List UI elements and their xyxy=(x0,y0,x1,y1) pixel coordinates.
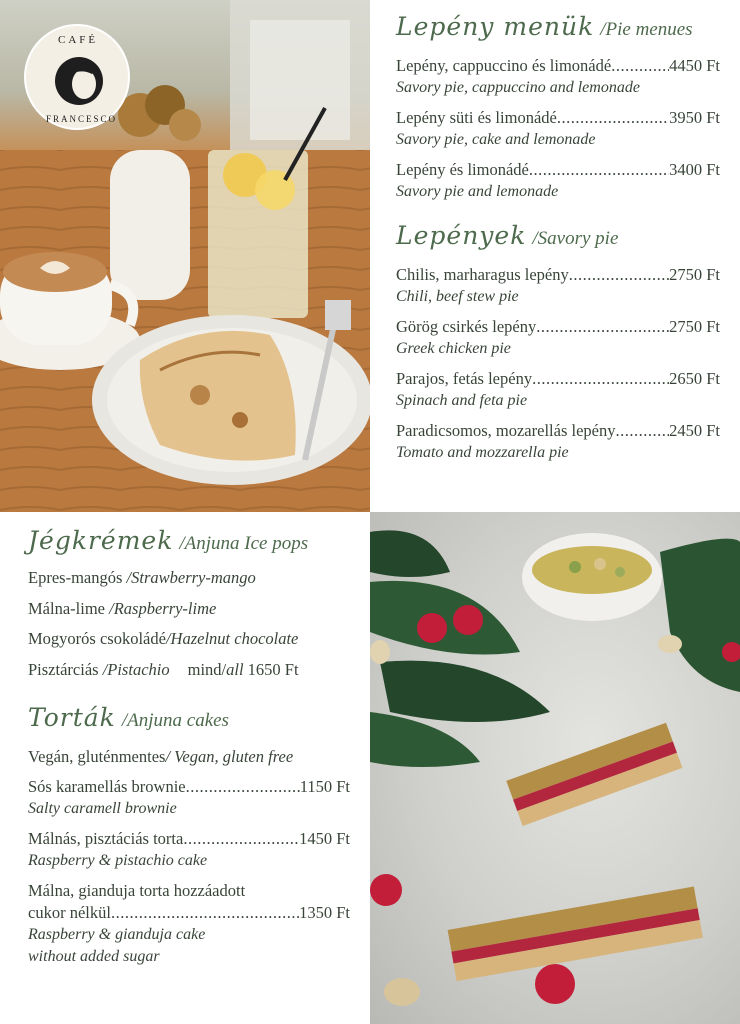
dessert-menu-panel xyxy=(28,526,350,976)
menu-item xyxy=(396,55,720,99)
item-translation: Greek chicken pie xyxy=(396,340,511,357)
item-price: 4450 Ft xyxy=(669,56,720,75)
item-price: 3950 Ft xyxy=(669,108,720,127)
ice-pop-item: Mogyorós csokoládé/Hazelnut chocolate xyxy=(28,629,299,648)
pie-menus-title-hu: Lepény menük xyxy=(396,12,595,41)
item-price: 2750 Ft xyxy=(669,265,720,284)
item-name: Paradicsomos, mozarellás lepény xyxy=(396,421,616,440)
item-name: Lepény és limonádé xyxy=(396,160,529,179)
item-translation: Chili, beef stew pie xyxy=(396,288,519,305)
item-name: cukor nélkül xyxy=(28,903,111,922)
ice-pops-title-en: /Anjuna Ice pops xyxy=(179,533,309,554)
item-translation: without added sugar xyxy=(28,948,160,965)
item-translation: Spinach and feta pie xyxy=(396,392,528,409)
savory-pies-heading xyxy=(396,221,720,250)
menu-item xyxy=(396,316,720,360)
cakes-intro: Vegán, gluténmentes / Vegan, gluten free xyxy=(28,747,294,766)
ice-pops-price: 1650 Ft xyxy=(243,659,299,679)
item-translation: Salty caramell brownie xyxy=(28,800,177,817)
pie-menu-panel xyxy=(396,12,720,472)
ice-pop-item: Epres-mangós /Strawberry-mango xyxy=(28,568,256,587)
item-price: 2650 Ft xyxy=(669,369,720,388)
item-name: Málnás, pisztáciás torta xyxy=(28,829,184,848)
ice-pop-item: Pisztárciás /Pistachio mind/all 1650 Ft xyxy=(28,659,299,679)
cakes-heading xyxy=(28,703,350,732)
item-price: 3400 Ft xyxy=(669,160,720,179)
ice-pops-heading xyxy=(28,526,350,555)
item-price: 2450 Ft xyxy=(669,421,720,440)
cake-photo xyxy=(370,512,740,1024)
item-translation: Savory pie and lemonade xyxy=(396,183,559,200)
menu-item xyxy=(396,368,720,412)
item-translation: Tomato and mozzarella pie xyxy=(396,444,569,461)
savory-pies-title-hu: Lepények xyxy=(396,221,527,250)
item-name: Lepény, cappuccino és limonádé xyxy=(396,56,612,75)
ice-pops-title-hu: Jégkrémek xyxy=(28,526,174,555)
ice-pops-all-label: mind/ xyxy=(187,659,227,679)
item-name: Görög csirkés lepény xyxy=(396,317,537,336)
savory-pies-title-en: /Savory pie xyxy=(532,228,619,249)
pie-menus-heading xyxy=(396,12,720,41)
item-name: Lepény süti és limonádé xyxy=(396,108,557,127)
item-translation: Raspberry & gianduja cake xyxy=(28,926,206,943)
menu-item xyxy=(396,159,720,203)
logo-bottom-word: FRANCESCO xyxy=(46,114,118,124)
item-price: 1450 Ft xyxy=(299,829,350,848)
item-price: 2750 Ft xyxy=(669,317,720,336)
item-name: Chilis, marharagus lepény xyxy=(396,265,569,284)
menu-item xyxy=(396,264,720,308)
menu-item xyxy=(396,420,720,464)
menu-item xyxy=(28,828,350,872)
item-translation: Raspberry & pistachio cake xyxy=(28,852,208,869)
logo-top-word: CAFÉ xyxy=(58,34,99,46)
cakes-title-en: /Anjuna cakes xyxy=(121,710,229,731)
item-translation: Savory pie, cappuccino and lemonade xyxy=(396,79,640,96)
cakes-title-hu: Torták xyxy=(28,703,116,732)
item-name-line1: Málna, gianduja torta hozzáadott xyxy=(28,881,246,900)
menu-item xyxy=(396,107,720,151)
cafe-francesco-logo xyxy=(24,24,130,130)
cake-photo-illustration xyxy=(370,512,740,1024)
item-translation: Savory pie, cake and lemonade xyxy=(396,131,596,148)
item-price: 1350 Ft xyxy=(299,903,350,922)
item-name: Parajos, fetás lepény xyxy=(396,369,533,388)
ice-pop-item: Málna-lime /Raspberry-lime xyxy=(28,598,217,618)
pie-menus-title-en: /Pie menues xyxy=(600,19,693,40)
item-name: Sós karamellás brownie xyxy=(28,777,186,796)
menu-item xyxy=(28,776,350,820)
menu-item xyxy=(28,880,350,968)
item-price: 1150 Ft xyxy=(299,777,350,796)
